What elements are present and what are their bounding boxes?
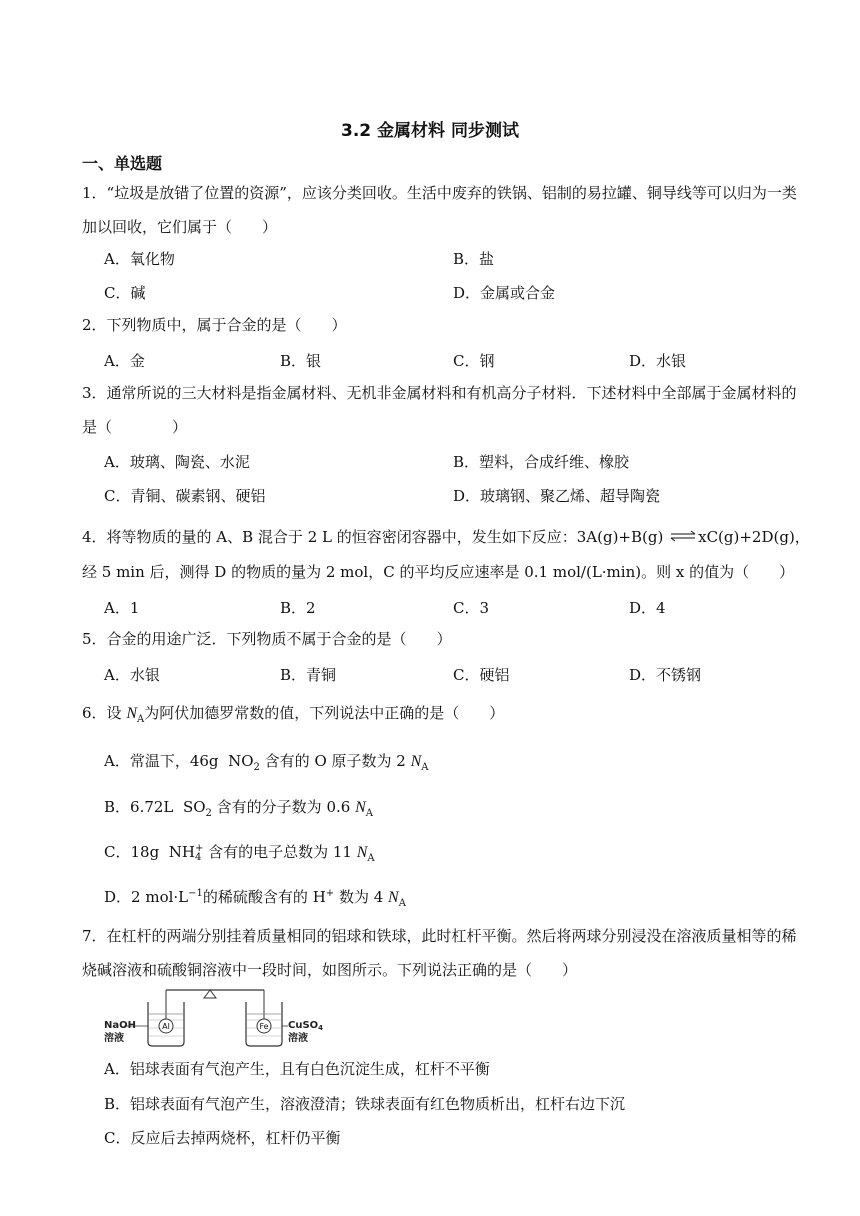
avogadro-symbol: N [355, 799, 366, 816]
cuso4-solution-label: 溶液 [288, 1033, 308, 1044]
avogadro-subscript: A [421, 762, 429, 773]
question-7-option-a[interactable]: A．铝球表面有气泡产生，且有白色沉淀生成，杠杆不平衡 [104, 1060, 490, 1078]
cuso4-label: CuSO [288, 1020, 319, 1031]
question-1-option-a[interactable]: A．氧化物 [104, 250, 175, 268]
question-3-option-a[interactable]: A．玻璃、陶瓷、水泥 [104, 453, 250, 471]
avogadro-subscript: A [137, 714, 145, 725]
avogadro-symbol: N [126, 705, 137, 722]
question-6-option-d[interactable] [104, 886, 406, 909]
question-5-option-d[interactable]: D．不锈钢 [629, 666, 702, 684]
option-a-formula: NO [228, 752, 254, 770]
aluminum-ball-label: Al [162, 1022, 170, 1031]
option-d-ion-sup: + [325, 888, 335, 899]
question-4-option-a[interactable]: A．1 [104, 599, 140, 617]
question-6-stem-part-a: 6．设 [82, 704, 122, 722]
section-heading: 一、单选题 [82, 154, 163, 173]
avogadro-symbol: N [388, 889, 399, 906]
question-4-stem-part-b: xC(g)+2D(g)， [698, 528, 810, 546]
question-2-option-c[interactable]: C．钢 [453, 352, 495, 370]
option-a-formula-sub: 2 [253, 762, 260, 773]
question-5-option-b[interactable]: B．青铜 [280, 666, 337, 684]
question-1-option-b[interactable]: B．盐 [453, 250, 495, 268]
option-c-text-2: 含有的电子总数为 11 [208, 843, 352, 861]
cuso4-subscript: 4 [318, 1024, 324, 1032]
question-6-stem-part-b: 为阿伏加德罗常数的值，下列说法中正确的是（ ） [144, 704, 505, 722]
question-4-option-d[interactable]: D．4 [629, 599, 666, 617]
question-2-option-a[interactable]: A．金 [104, 352, 145, 370]
avogadro-subscript: A [365, 808, 373, 819]
option-b-formula-sub: 2 [205, 808, 212, 819]
option-c-formula-sub: 4 [194, 852, 202, 863]
question-6-option-a[interactable] [104, 750, 429, 773]
avogadro-symbol: N [410, 753, 422, 770]
svg-text:CuSO4 [288, 1020, 323, 1032]
question-2-stem: 2．下列物质中，属于合金的是（ ） [82, 316, 347, 334]
equilibrium-arrow-icon [668, 521, 698, 555]
question-6-option-b[interactable] [104, 796, 373, 819]
option-b-formula: SO [182, 798, 206, 816]
question-2-option-b[interactable]: B．银 [280, 352, 322, 370]
question-5-option-a[interactable]: A．水银 [104, 666, 160, 684]
lever-beaker-figure [104, 984, 324, 1052]
question-4-option-b[interactable]: B．2 [280, 599, 316, 617]
question-6-stem [82, 696, 802, 737]
question-2-option-d[interactable]: D．水银 [629, 352, 687, 370]
option-d-unit: mol·L [145, 888, 189, 906]
option-c-text-1: C．18g [104, 843, 160, 861]
question-3-option-c[interactable]: C．青铜、碳素钢、硬铝 [104, 487, 266, 505]
question-4-option-c[interactable]: C．3 [453, 599, 490, 617]
iron-ball-label: Fe [259, 1022, 269, 1031]
question-7-stem: 7．在杠杆的两端分别挂着质量相同的铝球和铁球，此时杠杆平衡。然后将两球分别浸没在溶液质量相等的稀烧碱溶液和硫酸铜溶液中一段时间，如图所示。下列说法正确的是（ ） [82, 927, 797, 979]
option-d-ion: H [312, 888, 326, 906]
option-c-formula: NH [168, 843, 195, 861]
question-1-stem: 1．“垃圾是放错了位置的资源”，应该分类回收。生活中废弃的铁锅、铝制的易拉罐、铜导线等可以归为一类加以回收，它们属于（ ） [82, 184, 797, 236]
option-b-text-2: 含有的分子数为 0.6 [216, 798, 351, 816]
option-d-text-1: D．2 [104, 888, 141, 906]
avogadro-symbol: N [356, 844, 368, 861]
question-5-stem: 5．合金的用途广泛．下列物质不属于合金的是（ ） [82, 630, 452, 648]
option-b-text-1: B．6.72L [104, 798, 174, 816]
avogadro-subscript: A [398, 898, 406, 909]
option-d-text-3: 数为 4 [338, 888, 384, 906]
question-5-option-c[interactable]: C．硬铝 [453, 666, 510, 684]
avogadro-subscript: A [367, 853, 375, 864]
question-1-option-d[interactable]: D．金属或合金 [453, 284, 556, 302]
naoh-label: NaOH [104, 1020, 136, 1031]
question-7-option-c[interactable]: C．反应后去掉两烧杯，杠杆仍平衡 [104, 1129, 341, 1147]
question-4-stem-line-2: 经 5 min 后，测得 D 的物质的量为 2 mol，C 的平均反应速率是 0.1 mol/(L·min)。则 x 的值为（ ） [82, 563, 795, 581]
question-3-option-b[interactable]: B．塑料，合成纤维、橡胶 [453, 453, 630, 471]
question-3-stem: 3．通常所说的三大材料是指金属材料、无机非金属材料和有机高分子材料．下述材料中全部属于金属材料的是（ ） [82, 384, 797, 436]
question-1-option-c[interactable]: C．碱 [104, 284, 146, 302]
question-4-stem-part-a: 4．将等物质的量的 A、B 混合于 2 L 的恒容密闭容器中，发生如下反应：3A(g)+B(g) [82, 528, 664, 546]
question-3-option-d[interactable]: D．玻璃钢、聚乙烯、超导陶瓷 [453, 487, 661, 505]
option-d-text-2: 的稀硫酸含有的 [202, 888, 308, 906]
page-title: 3.2 金属材料 同步测试 [341, 121, 519, 141]
option-a-text-1: A．常温下，46g [104, 752, 219, 770]
option-c-formula-sup: + [194, 843, 204, 854]
option-d-unit-sup: −1 [188, 888, 203, 899]
option-a-text-2: 含有的 O 原子数为 2 [264, 752, 406, 770]
question-4-stem-line-1 [82, 520, 810, 555]
naoh-solution-label: 溶液 [104, 1033, 124, 1044]
question-6-option-c[interactable] [104, 841, 375, 864]
question-7-option-b[interactable]: B．铝球表面有气泡产生，溶液澄清；铁球表面有红色物质析出，杠杆右边下沉 [104, 1095, 626, 1113]
